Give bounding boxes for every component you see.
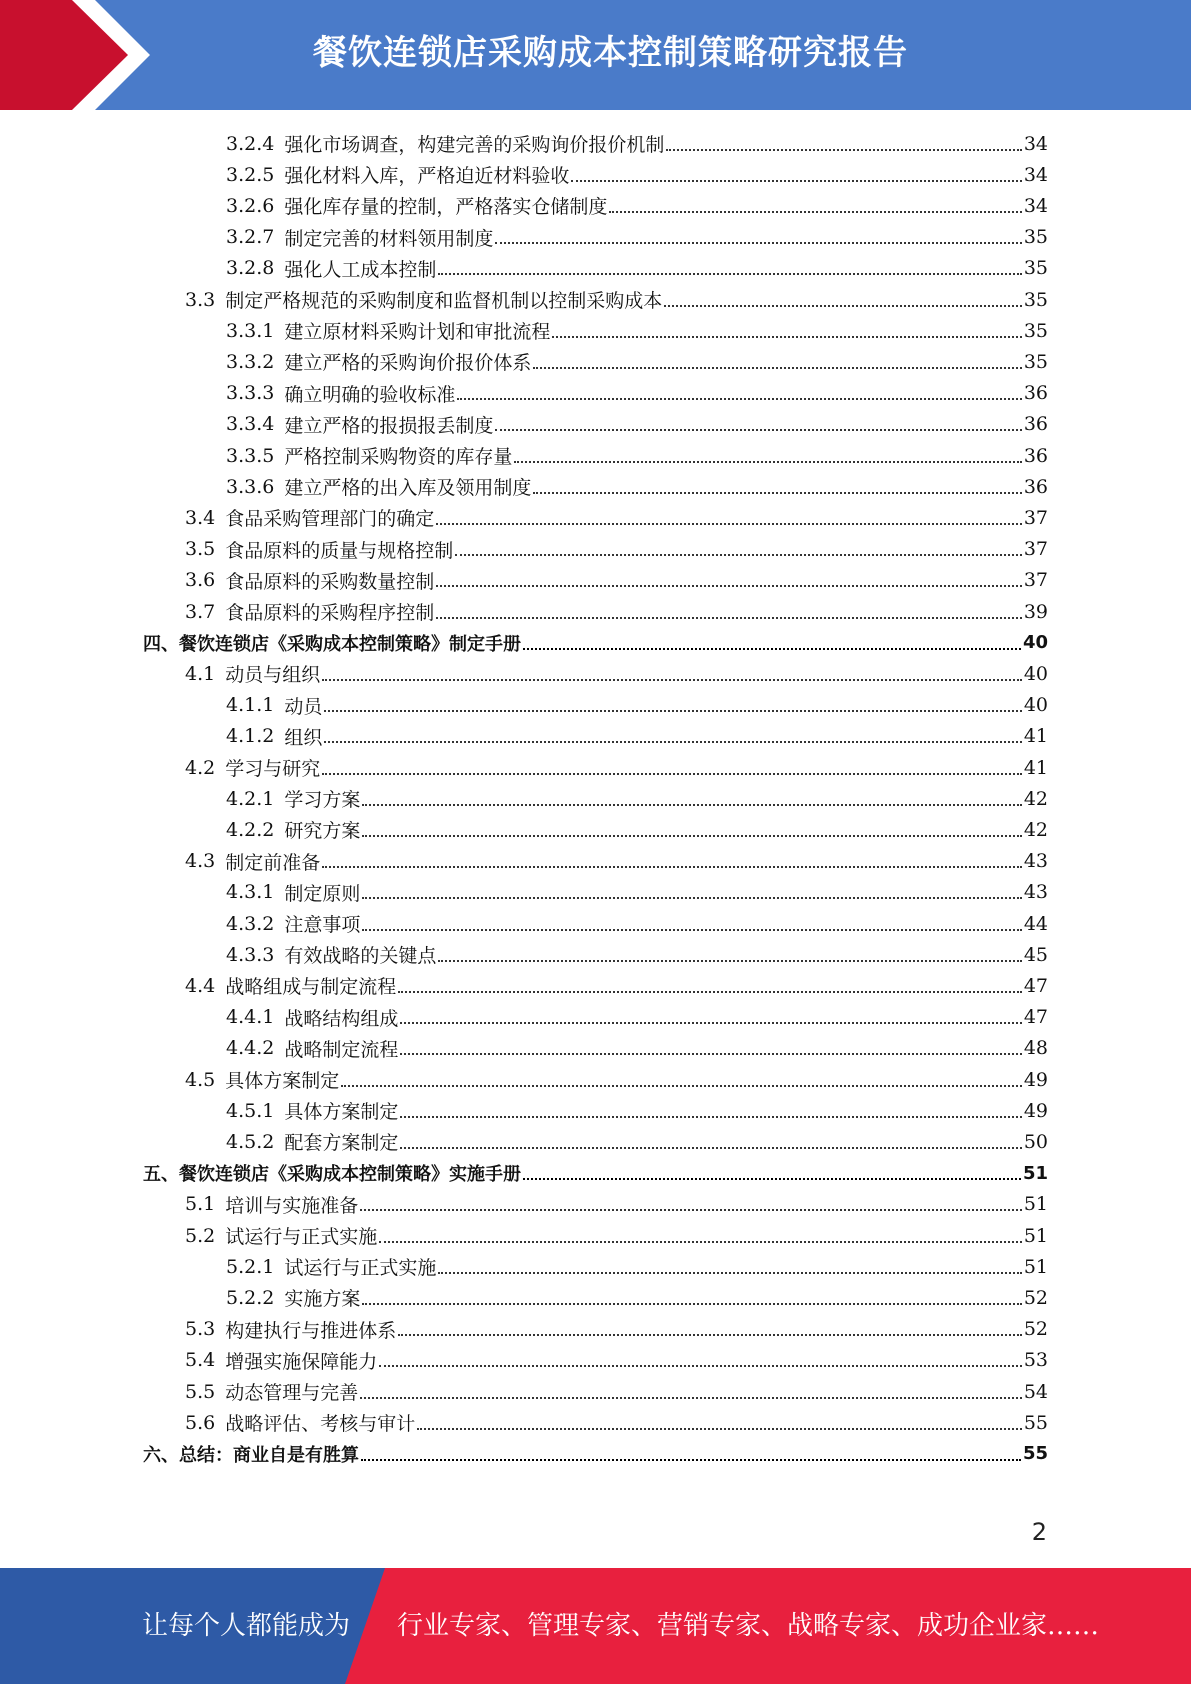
toc-entry-title: 配套方案制定 [284,1132,399,1155]
toc-entry-title: 食品原料的质量与规格控制 [225,539,454,562]
toc-entry-page: 40 [1023,694,1048,717]
toc-dot-leader [438,1272,1021,1274]
toc-entry[interactable] [226,721,1048,752]
toc-entry-number: 3.3.2 [226,350,275,373]
toc-entry-title: 战略评估、考核与审计 [225,1413,416,1436]
toc-entry-page: 37 [1023,506,1048,529]
toc-entry-number: 4.2.2 [226,818,275,841]
toc-entry-number: 5.2 [185,1224,216,1247]
toc-entry-page: 37 [1023,538,1048,561]
toc-entry-title: 四、餐饮连锁店《采购成本控制策略》制定手册 [143,633,521,655]
toc-entry-title: 战略组成与制定流程 [225,976,397,999]
toc-dot-leader [571,180,1021,182]
toc-entry[interactable] [143,1158,1048,1189]
toc-entry[interactable] [185,1314,1048,1345]
toc-entry-title: 五、餐饮连锁店《采购成本控制策略》实施手册 [143,1164,521,1186]
toc-entry-number: 5.2.2 [226,1286,275,1309]
toc-entry[interactable] [226,159,1048,190]
toc-entry-number: 4.3.2 [226,912,275,935]
toc-entry-title: 食品采购管理部门的确定 [225,508,435,531]
toc-entry-title: 战略结构组成 [284,1007,399,1030]
toc-entry[interactable] [185,565,1048,596]
toc-entry-number: 4.5.2 [226,1130,275,1153]
toc-entry[interactable] [226,378,1048,409]
toc-entry-page: 55 [1023,1411,1048,1434]
toc-entry-title: 战略制定流程 [284,1038,399,1061]
toc-entry-number: 5.1 [185,1193,216,1216]
toc-entry-page: 42 [1023,787,1048,810]
toc-entry-page: 34 [1023,163,1048,186]
toc-entry-page: 36 [1023,444,1048,467]
toc-entry-page: 36 [1023,413,1048,436]
toc-entry[interactable] [185,970,1048,1001]
toc-entry-number: 4.5.1 [226,1099,275,1122]
toc-dot-leader [398,991,1022,993]
toc-entry-page: 40 [1023,662,1048,685]
toc-entry-page: 35 [1023,350,1048,373]
toc-entry-title: 增强实施保障能力 [225,1350,378,1373]
toc-entry[interactable] [226,346,1048,377]
toc-entry-title: 建立严格的出入库及领用制度 [284,477,532,500]
toc-entry-title: 注意事项 [284,914,361,936]
toc-entry-title: 制定前准备 [225,851,321,874]
toc-entry-number: 4.3.1 [226,881,275,904]
toc-entry-number: 3.4 [185,506,216,529]
toc-entry[interactable] [185,284,1048,315]
toc-entry-number: 5.6 [185,1411,216,1434]
toc-entry[interactable] [226,908,1048,939]
toc-entry-title: 食品原料的采购数量控制 [225,570,435,593]
toc-entry-page: 43 [1023,850,1048,873]
toc-dot-leader [495,429,1021,431]
toc-entry-number: 4.4.2 [226,1037,275,1060]
toc-entry[interactable] [226,128,1048,159]
toc-entry[interactable] [226,190,1048,221]
toc-entry-title: 动员与组织 [225,664,321,687]
toc-entry-number: 4.2 [185,756,216,779]
toc-entry-page: 36 [1023,475,1048,498]
toc-entry-number: 3.6 [185,569,216,592]
toc-entry-title: 六、总结：商业自是有胜算 [143,1444,359,1466]
toc-entry-number: 3.3 [185,288,216,311]
toc-entry-number: 3.2.8 [226,257,275,280]
toc-entry-page: 41 [1023,756,1048,779]
toc-entry-page: 52 [1023,1318,1048,1341]
toc-entry-page: 51 [1023,1255,1048,1278]
toc-entry[interactable] [185,1376,1048,1407]
toc-dot-leader [666,149,1021,151]
toc-entry-number: 4.1 [185,662,216,685]
toc-dot-leader [400,1022,1021,1024]
toc-entry[interactable] [226,783,1048,814]
toc-entry-title: 制定原则 [284,882,361,905]
toc-dot-leader [379,1365,1022,1367]
toc-entry-page: 49 [1023,1068,1048,1091]
toc-entry-title: 试运行与正式实施 [225,1226,378,1248]
toc-dot-leader [533,492,1021,494]
toc-entry-number: 5.4 [185,1349,216,1372]
toc-entry[interactable] [185,1189,1048,1220]
page-header [0,0,1191,110]
toc-entry[interactable] [226,1002,1048,1033]
toc-entry-page: 35 [1023,226,1048,249]
toc-dot-leader [324,710,1021,712]
toc-dot-leader [400,1053,1021,1055]
toc-entry-number: 3.3.1 [226,319,275,342]
toc-entry[interactable] [226,315,1048,346]
toc-entry-page: 34 [1023,132,1048,155]
toc-dot-leader [523,1178,1021,1180]
toc-entry[interactable] [226,814,1048,845]
toc-entry[interactable] [226,440,1048,471]
toc-entry-title: 有效战略的关键点 [284,945,437,968]
toc-entry-title: 强化材料入库，严格迫近材料验收 [284,165,570,188]
toc-dot-leader [362,835,1021,837]
toc-dot-leader [341,1085,1022,1087]
toc-entry-page: 41 [1023,725,1048,748]
toc-entry-page: 51 [1022,1162,1048,1184]
toc-entry[interactable] [185,846,1048,877]
toc-entry-number: 3.2.5 [226,163,275,186]
toc-entry-title: 学习与研究 [225,758,321,780]
toc-entry-number: 3.7 [185,600,216,623]
toc-entry-page: 36 [1023,382,1048,405]
toc-entry[interactable] [226,1033,1048,1064]
toc-entry-page: 48 [1023,1037,1048,1060]
toc-entry-title: 实施方案 [284,1288,361,1311]
toc-entry-title: 制定完善的材料领用制度 [284,227,494,250]
toc-entry-page: 51 [1023,1224,1048,1247]
toc-entry-page: 50 [1023,1130,1048,1153]
toc-entry-number: 3.2.6 [226,194,275,217]
toc-dot-leader [495,242,1021,244]
toc-entry[interactable] [185,1220,1048,1251]
toc-entry[interactable] [226,222,1048,253]
toc-dot-leader [362,804,1021,806]
toc-dot-leader [360,1209,1022,1211]
toc-dot-leader [436,585,1022,587]
toc-entry-title: 强化人工成本控制 [284,258,437,281]
toc-entry-page: 37 [1023,569,1048,592]
toc-entry-title: 动员 [284,695,323,718]
toc-dot-leader [533,367,1021,369]
toc-entry[interactable] [185,1064,1048,1095]
toc-entry[interactable] [185,502,1048,533]
toc-entry-page: 44 [1023,912,1048,935]
toc-dot-leader [322,773,1022,775]
toc-dot-leader [436,523,1022,525]
toc-entry-number: 4.4 [185,974,216,997]
toc-entry[interactable] [226,1095,1048,1126]
toc-entry[interactable] [226,1251,1048,1282]
footer-slogan-right: 行业专家、管理专家、营销专家、战略专家、成功企业家…… [397,1611,1100,1641]
toc-entry-page: 47 [1023,1006,1048,1029]
toc-entry-page: 35 [1023,288,1048,311]
toc-entry-number: 4.4.1 [226,1006,275,1029]
toc-dot-leader [362,1303,1021,1305]
toc-entry-title: 食品原料的采购程序控制 [225,602,435,624]
toc-entry-page: 39 [1023,600,1048,623]
toc-entry-title: 试运行与正式实施 [284,1257,437,1280]
toc-dot-leader [552,336,1021,338]
toc-entry-number: 5.2.1 [226,1255,275,1278]
toc-dot-leader [322,679,1022,681]
toc-dot-leader [523,648,1021,650]
toc-entry-page: 51 [1023,1193,1048,1216]
toc-entry[interactable] [185,596,1048,627]
toc-entry-page: 42 [1023,818,1048,841]
toc-entry-number: 4.3 [185,850,216,873]
toc-entry-page: 35 [1023,257,1048,280]
toc-dot-leader [664,305,1022,307]
toc-entry-number: 4.5 [185,1068,216,1091]
toc-entry-page: 43 [1023,881,1048,904]
toc-entry-number: 3.5 [185,538,216,561]
toc-dot-leader [362,929,1021,931]
page-footer [0,1568,1191,1684]
toc-entry-title: 制定严格规范的采购制度和监督机制以控制采购成本 [225,290,663,312]
toc-entry[interactable] [226,471,1048,502]
toc-entry-title: 强化库存量的控制，严格落实仓储制度 [284,196,608,219]
toc-entry-page: 40 [1022,632,1048,654]
toc-entry-number: 3.3.5 [226,444,275,467]
toc-dot-leader [379,1241,1022,1243]
toc-entry-number: 4.2.1 [226,787,275,810]
toc-entry-title: 培训与实施准备 [225,1194,359,1217]
footer-slogan-left: 让每个人都能成为 [142,1611,351,1641]
toc-entry-title: 研究方案 [284,820,361,843]
toc-dot-leader [360,1397,1022,1399]
toc-entry-page: 54 [1023,1380,1048,1403]
toc-dot-leader [609,211,1021,213]
toc-entry-title: 强化市场调查，构建完善的采购询价报价机制 [284,134,665,156]
toc-dot-leader [400,1116,1021,1118]
toc-entry-title: 建立原材料采购计划和审批流程 [284,321,551,344]
toc-entry-title: 确立明确的验收标准 [284,383,456,406]
toc-entry[interactable] [143,627,1048,658]
toc-entry-title: 严格控制采购物资的库存量 [284,446,513,468]
toc-entry-page: 34 [1023,194,1048,217]
toc-dot-leader [438,273,1021,275]
toc-entry-title: 组织 [284,726,323,749]
toc-dot-leader [457,398,1021,400]
toc-entry[interactable] [226,690,1048,721]
toc-dot-leader [362,897,1021,899]
toc-entry-page: 53 [1023,1349,1048,1372]
toc-entry-title: 具体方案制定 [225,1070,340,1092]
toc-entry[interactable] [226,877,1048,908]
toc-entry-number: 5.3 [185,1318,216,1341]
toc-dot-leader [398,1334,1022,1336]
toc-entry[interactable] [185,658,1048,689]
toc-entry[interactable] [226,253,1048,284]
toc-entry[interactable] [185,1407,1048,1438]
toc-dot-leader [417,1428,1022,1430]
toc-entry-number: 3.3.3 [226,382,275,405]
document-title: 餐饮连锁店采购成本控制策略研究报告 [313,33,908,73]
toc-entry-number: 4.1.1 [226,694,275,717]
toc-dot-leader [400,1147,1021,1149]
toc-entry-title: 建立严格的报损报丢制度 [284,414,494,437]
toc-entry-page: 47 [1023,974,1048,997]
toc-entry-number: 4.1.2 [226,725,275,748]
toc-entry-title: 建立严格的采购询价报价体系 [284,352,532,375]
toc-entry[interactable] [226,1126,1048,1157]
toc-entry[interactable] [185,1345,1048,1376]
toc-entry[interactable] [185,534,1048,565]
toc-dot-leader [436,617,1022,619]
toc-entry[interactable] [226,1282,1048,1313]
toc-dot-leader [322,866,1022,868]
toc-entry-number: 3.2.4 [226,132,275,155]
toc-entry-number: 3.3.6 [226,475,275,498]
toc-entry[interactable] [226,409,1048,440]
toc-dot-leader [455,554,1022,556]
page-number: 2 [1031,1518,1047,1546]
toc-dot-leader [324,741,1021,743]
toc-dot-leader [438,960,1021,962]
toc-entry-number: 3.2.7 [226,226,275,249]
toc-entry[interactable] [143,1438,1048,1469]
toc-dot-leader [514,461,1021,463]
toc-entry-number: 5.5 [185,1380,216,1403]
toc-entry-page: 35 [1023,319,1048,342]
toc-entry[interactable] [185,752,1048,783]
toc-entry[interactable] [226,939,1048,970]
toc-entry-page: 45 [1023,943,1048,966]
toc-entry-page: 49 [1023,1099,1048,1122]
toc-dot-leader [361,1459,1021,1461]
toc-entry-number: 3.3.4 [226,413,275,436]
toc-entry-title: 动态管理与完善 [225,1382,359,1404]
toc-entry-page: 55 [1022,1443,1048,1465]
toc-entry-title: 构建执行与推进体系 [225,1319,397,1342]
toc-entry-title: 具体方案制定 [284,1101,399,1124]
toc-entry-page: 52 [1023,1286,1048,1309]
toc-entry-number: 4.3.3 [226,943,275,966]
toc-entry-title: 学习方案 [284,789,361,812]
